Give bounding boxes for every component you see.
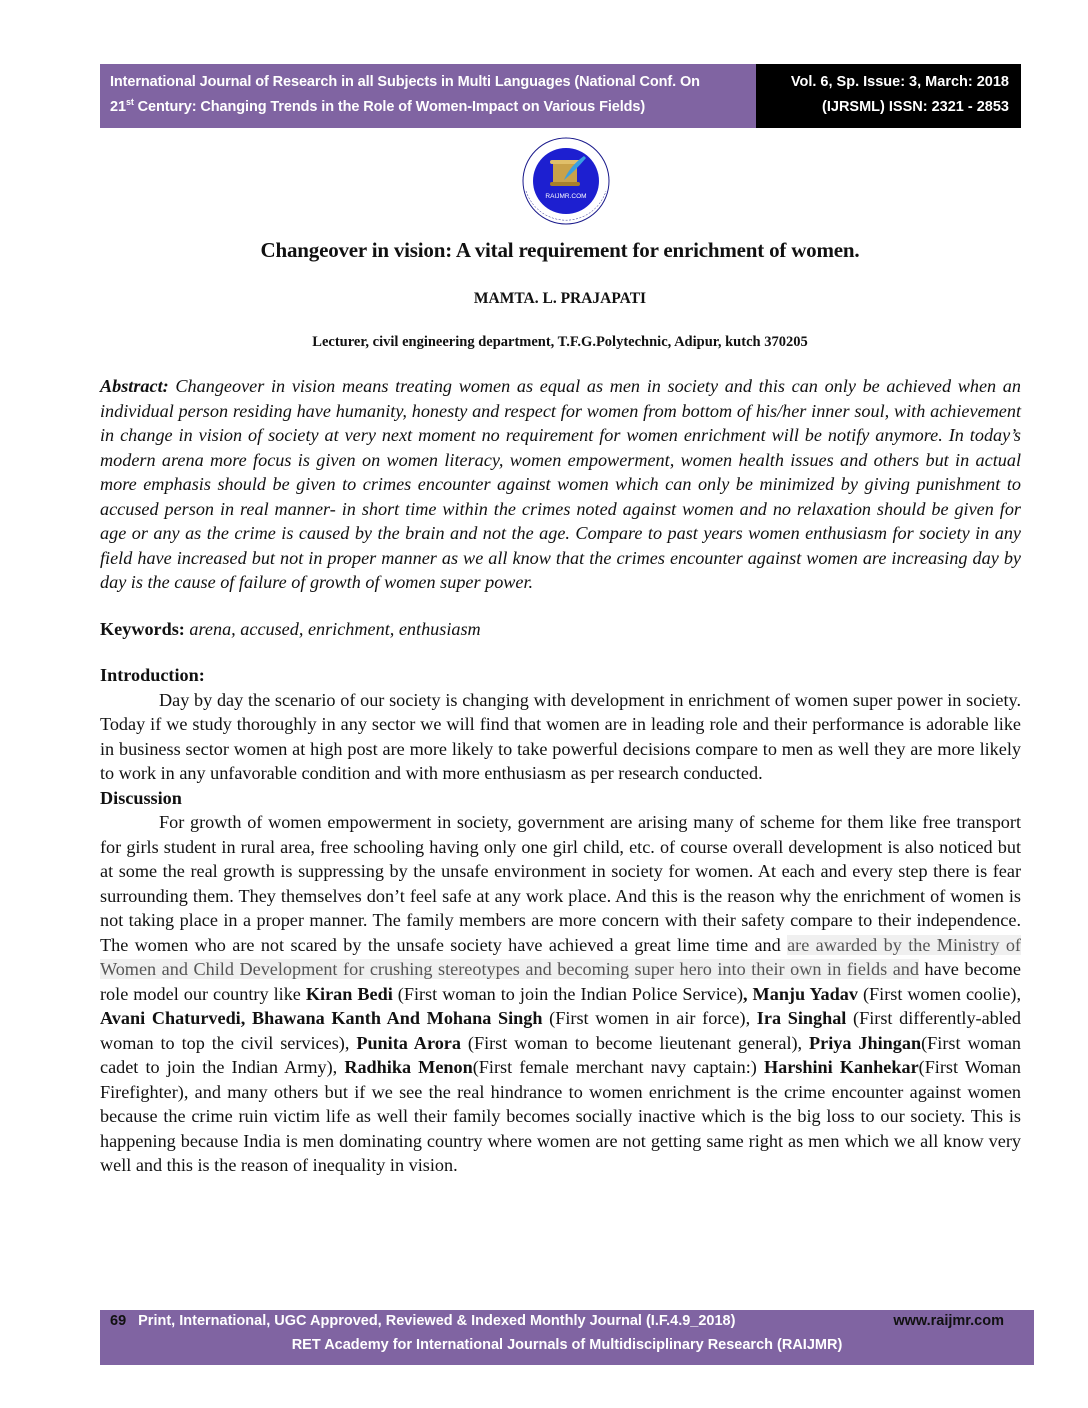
- person-name: Avani Chaturvedi, Bhawana Kanth And Mohana Singh: [100, 1008, 543, 1028]
- discussion-text: For growth of women empowerment in society, government are arising many of scheme for them like free transport for girls student in rural area, free schooling having only one girl child, etc. of course overall development is also noticed but at some the real growth is suppressing by the unsafe environment in society for women. At each and every step there is fear surrounding them. They themselves don’t feel safe at any work place. And this is the reason why the enrichment of women is not taking place in a proper manner. The family members are more concern with their safety compare to their independence. The women who are not scared by the unsafe society have achieved a great lime time and: [100, 812, 1021, 955]
- keywords-label: Keywords:: [100, 618, 185, 639]
- discussion-heading: Discussion: [100, 787, 182, 808]
- keywords: [100, 617, 1021, 642]
- journal-url-link[interactable]: www.raijmr.com: [893, 1313, 1004, 1329]
- abstract: [100, 374, 1021, 595]
- person-name: Punita Arora: [356, 1032, 461, 1053]
- person-name: , Manju Yadav: [743, 983, 858, 1004]
- journal-description: Print, International, UGC Approved, Reviewed & Indexed Monthly Journal (I.F.4.9_2018): [138, 1313, 736, 1329]
- volume-info: Vol. 6, Sp. Issue: 3, March: 2018: [790, 74, 1009, 90]
- abstract-label: Abstract:: [100, 376, 169, 396]
- conference-theme: Century: Changing Trends in the Role of Women-Impact on Various Fields): [133, 99, 646, 115]
- abstract-text: Changeover in vision means treating women as equal as men in society and this can only be achieved when an individual person residing have humanity, honesty and respect for women from bottom of his/her inner soul, with achievement in change in vision of society at very next moment no requirement for women enrichment will be notify anymore. In today’s modern arena more focus is given on women literacy, women empowerment, women health issues and others but in actual more emphasis should be given to crimes encounter against women which can only be minimized by giving punishment to accused person in real manner- in short time within the crimes noted against women and no relaxation should be given for age or any as the crime is caused by the brain and not the age. Compare to past years women enthusiasm for society in any field have increased but not in proper manner as we all know that the crimes encounter against women are increasing day by day is the cause of failure of growth of women super power.: [100, 376, 1021, 592]
- journal-name-line2: [110, 95, 756, 120]
- journal-header: [100, 64, 1021, 128]
- page-number: 69: [110, 1313, 127, 1329]
- person-achievement: (First differently-abled woman to top the civil services),: [100, 1008, 1021, 1053]
- person-name: Radhika Menon: [344, 1057, 473, 1077]
- person-achievement: (First woman to join the Indian Police Service): [392, 983, 743, 1004]
- person-achievement: (First women in air force),: [542, 1008, 757, 1028]
- ordinal-suffix: st: [125, 97, 134, 108]
- person-achievement: (First women coolie),: [857, 983, 1022, 1004]
- person-achievement: (First woman cadet to join the Indian Army),: [100, 1032, 1021, 1077]
- discussion-text: have become role model our country like: [100, 959, 1022, 1004]
- journal-footer: [100, 1310, 1034, 1365]
- introduction-paragraph: Day by day the scenario of our society is changing with development in enrichment of women super power in society. Today if we study thoroughly in any sector we will find that women are in leading role and their performance is adorable like in business sector women at high post are more likely to take powerful decisions compare to men as well they are more likely to work in any unfavorable condition and with more enthusiasm as per research conducted.: [100, 689, 1021, 783]
- journal-name-line1: International Journal of Research in all Subjects in Multi Languages (National Conf. On: [110, 74, 700, 90]
- author-name: MAMTA. L. PRAJAPATI: [473, 290, 647, 307]
- paper-title: Changeover in vision: A vital requirement for enrichment of women.: [260, 238, 860, 262]
- discussion-text: (First Woman Firefighter), and many others but if we see the real hindrance to women enrichment is the crime encounter against women because the crime ruin victim life as well their family becomes socially inactive which is the big loss to our society. This is happening because India is men dominating country where women are not getting same right as men which we all know very well and this is the reason of inequality in vision.: [100, 1057, 1021, 1175]
- journal-name: [100, 64, 756, 128]
- footer-row: [110, 1313, 1004, 1335]
- article-body: [100, 374, 1021, 1178]
- person-achievement: (First woman to become lieutenant general),: [460, 1032, 810, 1053]
- person-name: Priya Jhingan: [809, 1032, 922, 1053]
- keywords-list: arena, accused, enrichment, enthusiasm: [184, 618, 481, 639]
- highlighted-text: are awarded by the Ministry of Women and Child Development for crushing stereotypes and becoming super hero into their own in fields and: [100, 934, 1021, 979]
- publisher-name: RET Academy for International Journals of Multidisciplinary Research (RAIJMR): [291, 1337, 843, 1353]
- issn-info: (IJRSML) ISSN: 2321 - 2853: [822, 99, 1009, 115]
- scroll-quill-icon: [514, 136, 618, 226]
- raijmr-logo: [514, 136, 618, 226]
- person-name: Ira Singhal: [756, 1008, 847, 1028]
- discussion-paragraph: [100, 810, 1021, 1178]
- ordinal-number: 21: [110, 99, 126, 115]
- introduction-heading: Introduction:: [100, 665, 205, 685]
- person-name: Kiran Bedi: [305, 983, 393, 1004]
- person-name: Harshini Kanhekar: [763, 1057, 919, 1077]
- logo-text: RAIJMR.COM: [545, 193, 587, 200]
- person-achievement: (First female merchant navy captain:): [472, 1057, 764, 1077]
- journal-issue-info: [756, 64, 1021, 128]
- author-affiliation: Lecturer, civil engineering department, T.F.G.Polytechnic, Adipur, kutch 370205: [312, 334, 808, 350]
